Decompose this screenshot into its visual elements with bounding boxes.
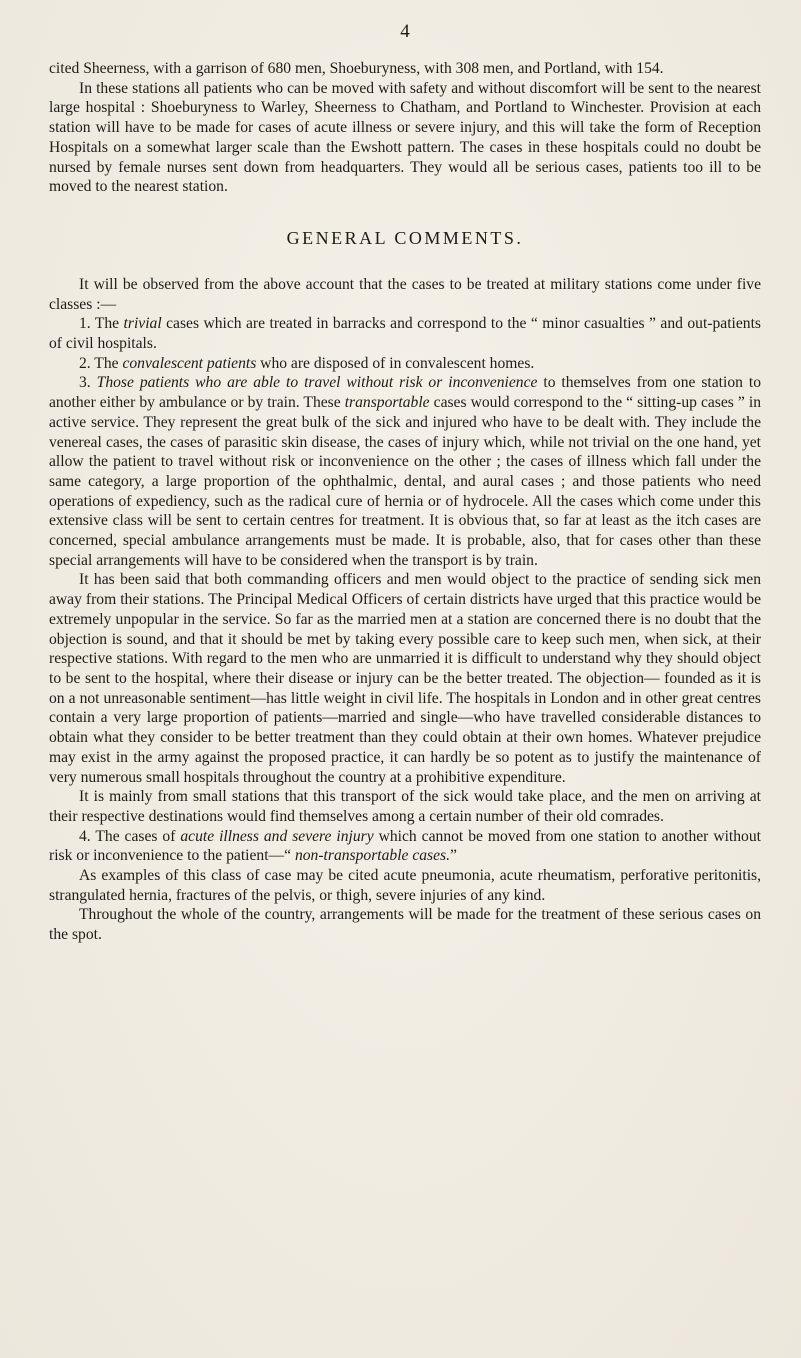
- item-4-text: which cannot be moved from one station to another without risk or inconvenience to the patient—“: [49, 827, 761, 865]
- paragraph-stations: In these stations all patients who can be moved with safety and without discomfort will be sent to the nearest large hospital : Shoeburyness to Warley, Sheerness to Chatham, and Portland to Winchester. Provision at each station will have to be made for cases of acute illness or severe injury, and this will take the form of Reception Hospitals on a somewhat larger scale than the Ewshott pattern. The cases in these hospitals could no doubt be nursed by female nurses sent down from headquarters. They would all be serious cases, patients too ill to be moved to the nearest station.: [49, 79, 761, 196]
- list-item-transportable: [49, 373, 761, 570]
- item-3-prefix: 3.: [79, 374, 97, 392]
- item-4-emphasis: acute illness and severe injury: [180, 827, 374, 845]
- item-3-emphasis-transportable: transportable: [344, 394, 430, 412]
- item-2-emphasis: convalescent patients: [122, 354, 257, 372]
- item-3-text-a: to themselves from one station to another either by ambulance or by train. These: [49, 374, 761, 412]
- paragraph-garrisons: cited Sheerness, with a garrison of 680 men, Shoeburyness, with 308 men, and Portland, with 154.: [49, 60, 664, 77]
- item-1-text: cases which are treated in barracks and correspond to the “ minor casualties ” and out-patients of civil hospitals.: [49, 315, 761, 353]
- list-item-trivial: [49, 314, 761, 353]
- paragraph-small-stations: It is mainly from small stations that this transport of the sick would take place, and the men on arriving at their respective destinations would find themselves among a certain number of their old comrades.: [49, 788, 761, 825]
- list-item-convalescent: [49, 354, 761, 374]
- paragraph-throughout: Throughout the whole of the country, arrangements will be made for the treatment of these serious cases on the spot.: [49, 906, 761, 944]
- paragraph-objection: It has been said that both commanding officers and men would object to the practice of sending sick men away from their stations. The Principal Medical Officers of certain districts have urged that this practice would be extremely unpopular in the service. So far as the married men at a station are concerned there is no doubt that the objection is sound, and that it should be met by taking every possible care to keep such men, when sick, at their respective stations. With regard to the men who are unmarried it is difficult to understand why they should object to be sent to the hospital, where their disease or injury can be the better treated. The objection— founded as it is on a not unreasonable sentiment—has little weight in civil life. The hospitals in London and in other great centres contain a very large proportion of patients—married and single—who have travelled considerable distances to obtain what they consider to be better treatment than they could obtain at their own homes. Whatever prejudice may exist in the army against the proposed practice, it can hardly be so potent as to justify the maintenance of very numerous small hospitals throughout the country at a prohibitive expenditure.: [49, 571, 761, 786]
- item-3-text-b: cases would correspond to the “ sitting-up cases ” in active service. They represent the great bulk of the sick and injured who have to be dealt with. They include the venereal cases, the cases of parasitic skin disease, the cases of injury which, while not trivial on the one hand, yet allow the patient to travel without risk or inconvenience on the other ; the cases of illness which fall under the same category, a large proportion of the ophthalmic, dental, and aural cases ; and those patients who need operations of expediency, such as the radical cure of hernia or of hydrocele. All the cases which come under this extensive class will be sent to certain centres for treatment. It is obvious that, so far at least as the itch cases are concerned, special ambulance arrangements must be made. It is probable, also, that for cases other than these special arrangements will have to be considered when the transport is by train.: [49, 394, 761, 569]
- paragraph-examples: As examples of this class of case may be cited acute pneumonia, acute rheumatism, perforative peritonitis, strangulated hernia, fractures of the pelvis, or thigh, severe injuries of any kind.: [49, 867, 761, 904]
- paragraph-classes-intro: It will be observed from the above account that the cases to be treated at military stations come under five classes :—: [49, 275, 761, 313]
- item-1-prefix: 1. The: [79, 315, 124, 333]
- page-number: 4: [400, 21, 410, 42]
- item-2-text: who are disposed of in convalescent homes.: [256, 354, 535, 372]
- item-4-close-quote: ”: [450, 847, 457, 865]
- item-2-prefix: 2. The: [79, 354, 123, 372]
- item-1-emphasis: trivial: [123, 315, 162, 333]
- item-4-emphasis-nontransportable: non-transportable cases.: [294, 847, 451, 865]
- section-heading: GENERAL COMMENTS.: [286, 227, 524, 248]
- item-3-emphasis: Those patients who are able to travel without risk or inconvenience: [96, 374, 538, 392]
- list-item-acute: [49, 827, 761, 866]
- item-4-prefix: 4. The cases of: [79, 827, 181, 845]
